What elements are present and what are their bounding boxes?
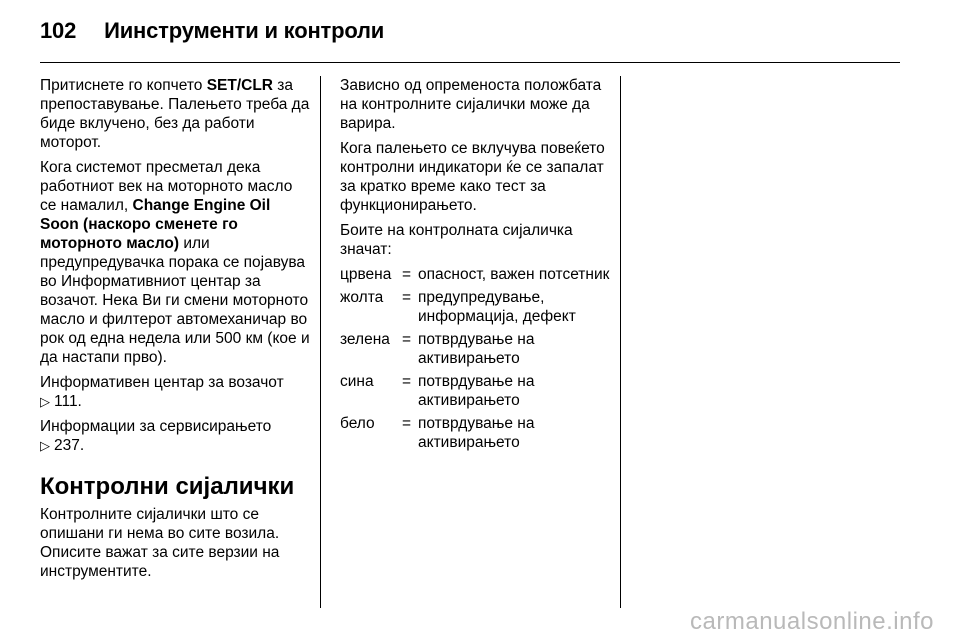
equals-sign: = — [402, 266, 412, 283]
color-name: сина — [340, 373, 374, 390]
equals-sign: = — [402, 415, 412, 432]
section-heading: Контролни сијалички — [40, 473, 295, 500]
page-header — [40, 18, 384, 48]
text-run: Притиснете го копчето — [40, 77, 207, 94]
table-row — [340, 330, 610, 372]
color-meaning-table — [340, 265, 610, 456]
page-title: Иинструменти и контроли — [104, 18, 385, 43]
text-run: Кога системот пресметал дека работниот век на моторното масло се намалил, — [40, 159, 293, 214]
color-name: бело — [340, 415, 375, 432]
change-oil-message: Change Engine Oil Soon (наскоро сменете го моторното масло) — [40, 197, 271, 252]
column-divider — [320, 76, 321, 608]
paragraph-colors-intro: Боите на контролната сијаличка значат: — [340, 222, 573, 258]
paragraph-driver-info-ref — [40, 373, 310, 411]
ref-text: Информативен центар за возачот — [40, 374, 284, 391]
header-rule — [40, 62, 900, 63]
color-name: црвена — [340, 266, 392, 283]
color-meaning: потврдување на активирањето — [418, 331, 535, 367]
table-row — [340, 372, 610, 414]
middle-column — [340, 76, 612, 456]
reference-arrow-icon: ▷ — [40, 438, 50, 453]
paragraph-service-info-ref — [40, 417, 310, 455]
left-column — [40, 76, 310, 587]
table-row — [340, 288, 610, 330]
paragraph-ignition-test: Кога палењето се вклучува повеќето контролни индикатори ќе се запалат за кратко време како тест за функционирањето. — [340, 140, 605, 214]
text-run: за препоставување. Палењето треба да биде вклучено, без да работи моторот. — [40, 77, 310, 151]
ref-text: Информации за сервисирањето — [40, 418, 272, 435]
paragraph-oil-life — [40, 158, 310, 367]
table-row — [340, 414, 610, 456]
set-clr-label: SET/CLR — [206, 77, 273, 94]
color-meaning: потврдување на активирањето — [418, 415, 535, 451]
reference-arrow-icon: ▷ — [40, 394, 50, 409]
page-reference-link[interactable]: 237. — [54, 437, 85, 454]
equals-sign: = — [402, 331, 412, 348]
color-name: жолта — [340, 289, 384, 306]
color-name: зелена — [340, 331, 390, 348]
paragraph-position-varies: Зависно од опременоста положбата на контролните сијалички може да варира. — [340, 77, 602, 132]
equals-sign: = — [402, 373, 412, 390]
equals-sign: = — [402, 289, 412, 306]
watermark: carmanualsonline.info — [690, 608, 934, 635]
page-reference-link[interactable]: 111. — [54, 393, 82, 410]
paragraph-lamps-intro: Контролните сијалички што се опишани ги нема во сите возила. Описите важат за сите верзии на инструментите. — [40, 506, 280, 580]
paragraph-reset-instruction — [40, 76, 310, 152]
text-run: или предупредувачка порака се појавува во Информативниот центар за возачот. Нека Ви ги смени моторното масло и филтерот автомеханичар во рок од една недела или 500 км (кое и да настапи прво). — [40, 235, 310, 366]
color-meaning: опасност, важен потсетник — [418, 266, 610, 283]
column-divider — [620, 76, 621, 608]
color-meaning: потврдување на активирањето — [418, 373, 535, 409]
page-number: 102 — [40, 18, 77, 43]
table-row — [340, 265, 610, 288]
color-meaning: предупредување, информација, дефект — [418, 289, 576, 325]
